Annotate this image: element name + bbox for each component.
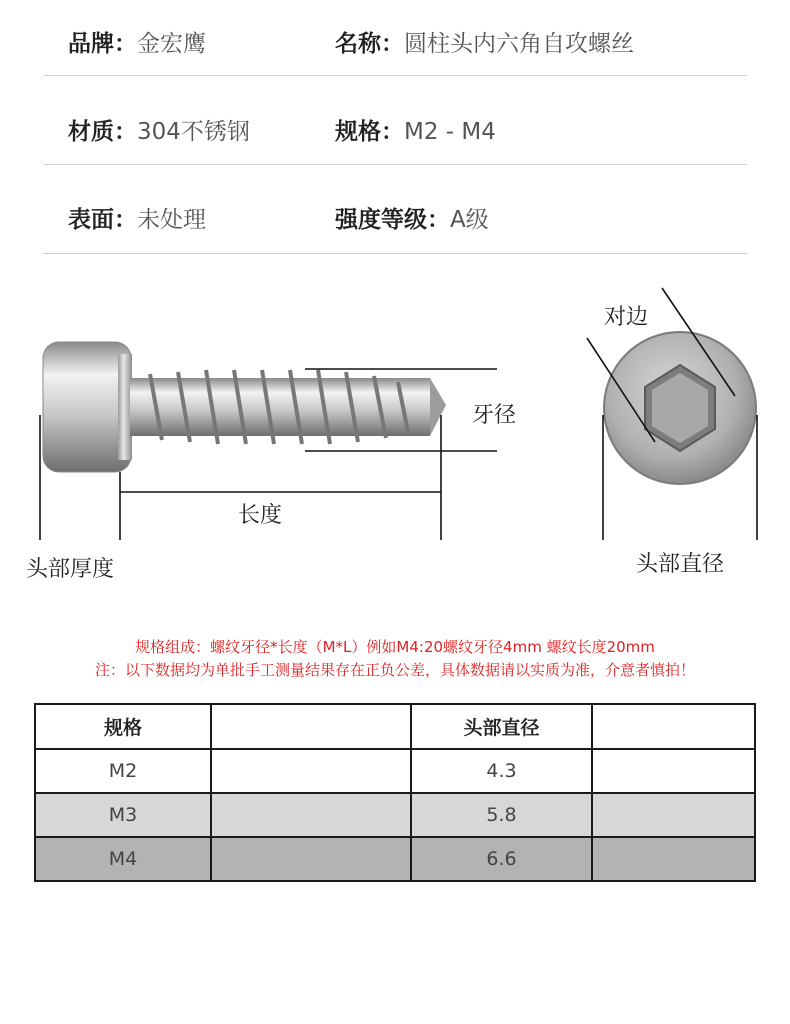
cell-size: M4	[35, 837, 211, 881]
header-blank	[211, 704, 411, 749]
cell-blank	[211, 793, 411, 837]
cell-blank	[592, 749, 755, 793]
spec-composition-note: 规格组成：螺纹牙径*长度（M*L）例如M4:20螺纹牙径4mm 螺纹长度20mm	[135, 638, 655, 656]
cell-blank	[592, 793, 755, 837]
spec-name: 名称：圆柱头内六角自攻螺丝	[335, 31, 634, 57]
spec-strength: 强度等级：A级	[335, 207, 489, 233]
cell-head-diameter: 4.3	[411, 749, 592, 793]
spec-brand: 品牌：金宏鹰	[68, 31, 206, 57]
screw-head-top-view	[604, 332, 756, 484]
divider	[43, 253, 747, 254]
head-thickness-label: 头部厚度	[26, 557, 115, 582]
measurement-disclaimer: 注：以下数据均为单批手工测量结果存在正负公差，具体数据请以实质为准，介意者慎拍！	[94, 661, 695, 679]
header-head-diameter: 头部直径	[411, 704, 592, 749]
spec-material: 材质：304不锈钢	[68, 119, 250, 145]
screw-dimension-figure	[0, 270, 790, 590]
across-flats-label: 对边	[604, 305, 649, 330]
divider	[43, 75, 747, 76]
spec-row-2	[43, 88, 747, 176]
cell-blank	[211, 837, 411, 881]
head-diameter-label: 头部直径	[636, 552, 725, 577]
screw-side-view	[43, 342, 446, 472]
spec-surface: 表面：未处理	[68, 207, 206, 233]
cell-head-diameter: 6.6	[411, 837, 592, 881]
cell-blank	[592, 837, 755, 881]
cell-size: M2	[35, 749, 211, 793]
table-row	[35, 749, 755, 793]
thread-diameter-label: 牙径	[472, 403, 517, 428]
cell-blank	[211, 749, 411, 793]
table-header-row	[35, 704, 755, 749]
cell-head-diameter: 5.8	[411, 793, 592, 837]
header-size: 规格	[35, 704, 211, 749]
header-blank	[592, 704, 755, 749]
spec-row-3	[43, 176, 747, 264]
table-row	[35, 793, 755, 837]
spec-size: 规格：M2 - M4	[335, 119, 496, 145]
cell-size: M3	[35, 793, 211, 837]
table-row	[35, 837, 755, 881]
divider	[43, 164, 747, 165]
screw-illustration	[0, 270, 790, 590]
spec-table	[34, 703, 756, 882]
length-label: 长度	[238, 503, 283, 528]
